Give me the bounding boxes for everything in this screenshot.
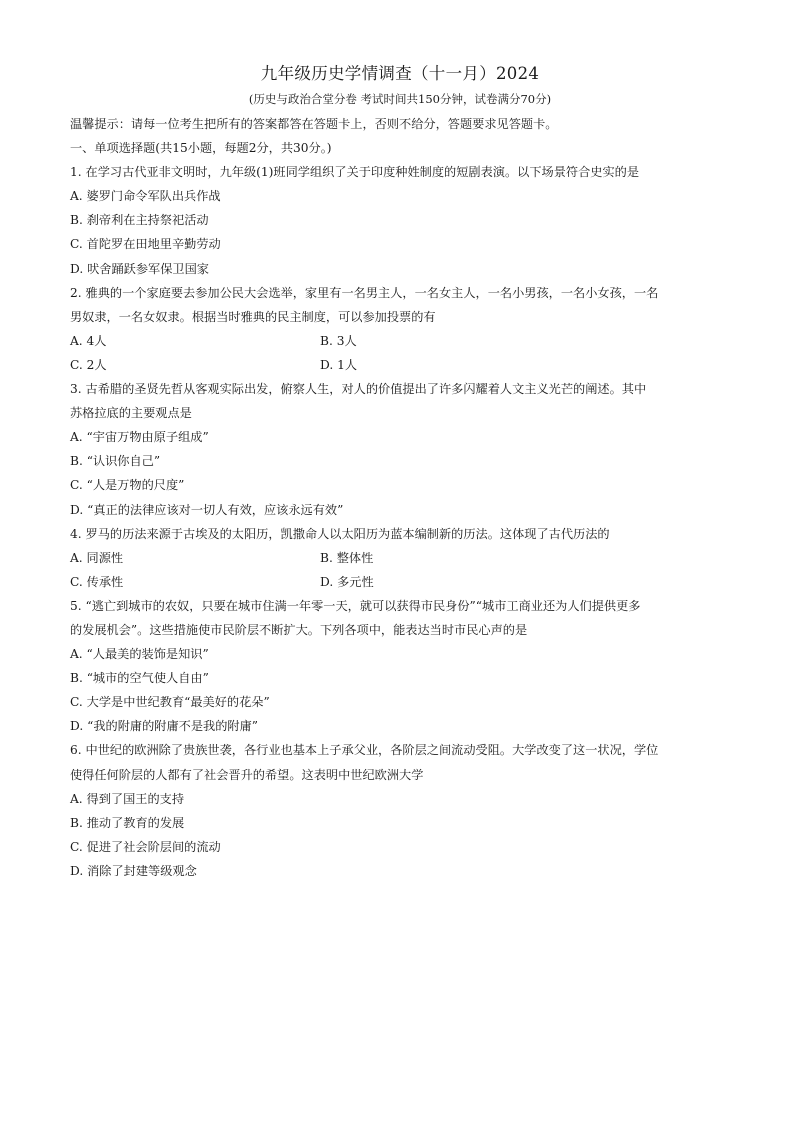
question-stem: 男奴隶，一名女奴隶。根据当时雅典的民主制度，可以参加投票的有 bbox=[70, 309, 436, 324]
option-d: D. “我的附庸的附庸不是我的附庸” bbox=[70, 719, 258, 734]
option-b: B. 3人 bbox=[320, 333, 357, 348]
question-1 bbox=[70, 160, 730, 280]
page-title: 九年级历史学情调查（十一月）2024 bbox=[260, 64, 540, 83]
option-a: A. 得到了国王的支持 bbox=[70, 791, 185, 806]
option-a: A. 同源性 bbox=[70, 550, 124, 565]
option-row bbox=[70, 546, 730, 570]
question-stem: 5. “逃亡到城市的农奴，只要在城市住满一年零一天，就可以获得市民身份”“城市工商业还为人们提供更多 bbox=[70, 598, 641, 613]
option-b: B. “认识你自己” bbox=[70, 454, 161, 469]
option-c: C. “人是万物的尺度” bbox=[70, 478, 185, 493]
option-row bbox=[70, 329, 730, 353]
option-row bbox=[70, 570, 730, 594]
question-stem: 2. 雅典的一个家庭要去参加公民大会选举，家里有一名男主人，一名女主人，一名小男孩，一名小女孩，一名 bbox=[70, 285, 659, 300]
option-c: C. 传承性 bbox=[70, 574, 124, 589]
option-b: B. 整体性 bbox=[320, 550, 374, 565]
option-c: C. 大学是中世纪教育“最美好的花朵” bbox=[70, 695, 270, 710]
option-a: A. “宇宙万物由原子组成” bbox=[70, 430, 209, 445]
question-stem: 使得任何阶层的人都有了社会晋升的希望。这表明中世纪欧洲大学 bbox=[70, 767, 424, 782]
option-b: B. 刹帝利在主持祭祀活动 bbox=[70, 213, 209, 228]
question-stem: 苏格拉底的主要观点是 bbox=[70, 406, 192, 421]
option-b: B. “城市的空气使人自由” bbox=[70, 671, 209, 686]
option-b: B. 推动了教育的发展 bbox=[70, 815, 185, 830]
question-2 bbox=[70, 281, 730, 377]
question-stem: 1. 在学习古代亚非文明时，九年级(1)班同学组织了关于印度种姓制度的短剧表演。以下场景符合史实的是 bbox=[70, 165, 640, 180]
question-stem: 的发展机会”。这些措施使市民阶层不断扩大。下列各项中，能表达当时市民心声的是 bbox=[70, 622, 528, 637]
option-d: D. 消除了封建等级观念 bbox=[70, 863, 197, 878]
notice-text: 温馨提示：请每一位考生把所有的答案都答在答题卡上，否则不给分，答题要求见答题卡。 bbox=[70, 117, 558, 131]
page-subtitle: (历史与政治合堂分卷 考试时间共150分钟，试卷满分70分) bbox=[248, 92, 552, 106]
option-a: A. 4人 bbox=[70, 333, 107, 348]
option-a: A. “人最美的装饰是知识” bbox=[70, 647, 209, 662]
question-stem: 6. 中世纪的欧洲除了贵族世袭，各行业也基本上子承父业，各阶层之间流动受阻。大学改变了这一状况，学位 bbox=[70, 743, 659, 758]
option-c: C. 2人 bbox=[70, 357, 107, 372]
option-d: D. 吠舍踊跃参军保卫国家 bbox=[70, 261, 209, 276]
question-4 bbox=[70, 522, 730, 594]
exam-page bbox=[70, 62, 730, 883]
option-d: D. “真正的法律应该对一切人有效，应该永远有效” bbox=[70, 502, 344, 517]
question-5 bbox=[70, 594, 730, 739]
section-heading: 一、单项选择题(共15小题，每题2分，共30分。) bbox=[70, 141, 332, 156]
option-row bbox=[70, 353, 730, 377]
question-stem: 4. 罗马的历法来源于古埃及的太阳历，凯撒命人以太阳历为蓝本编制新的历法。这体现了古代历法的 bbox=[70, 526, 610, 541]
question-6 bbox=[70, 738, 730, 883]
option-d: D. 多元性 bbox=[320, 574, 374, 589]
option-a: A. 婆罗门命令军队出兵作战 bbox=[70, 189, 221, 204]
option-c: C. 促进了社会阶层间的流动 bbox=[70, 839, 221, 854]
question-stem: 3. 古希腊的圣贤先哲从客观实际出发，俯察人生，对人的价值提出了许多闪耀着人文主义光芒的阐述。其中 bbox=[70, 382, 647, 397]
option-d: D. 1人 bbox=[320, 357, 358, 372]
question-3 bbox=[70, 377, 730, 522]
option-c: C. 首陀罗在田地里辛勤劳动 bbox=[70, 237, 221, 252]
